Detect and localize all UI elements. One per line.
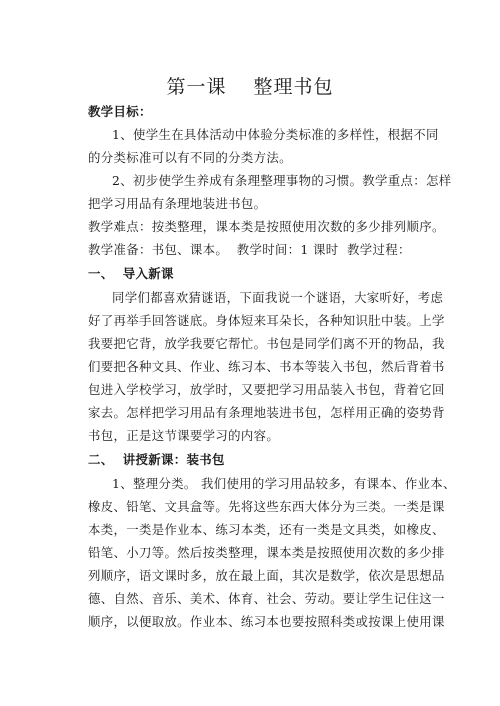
paragraph-line: 家去。怎样把学习用品有条理地装进书包，怎样用正确的姿势背: [88, 405, 445, 420]
paragraph-line: 橡皮、铅笔、文具盒等。先将这些东西大体分为三类。一类是课: [88, 499, 445, 514]
paragraph-line: 1、整理分类。 我们使用的学习用品较多，有课本、作业本、: [112, 476, 456, 491]
paragraph-line: 顺序，以便取放。作业本、练习本也要按照科类或按课上使用课: [88, 614, 445, 629]
paragraph-line: 教学准备：书包、课本。 教学时间：1 课时 教学过程：: [88, 242, 411, 257]
section-heading-objectives: 教学目标：: [88, 104, 152, 119]
paragraph-line: 把学习用品有条理地装进书包。: [88, 196, 267, 211]
paragraph-line: 2、初步使学生养成有条理整理事物的习惯。教学重点：怎样: [112, 173, 452, 188]
paragraph-line: 德、自然、音乐、美术、体育、社会、劳动。要让学生记住这一: [88, 591, 445, 606]
paragraph-line: 教学难点：按类整理，课本类是按照使用次数的多少排列顺序。: [88, 219, 445, 234]
paragraph-line: 铅笔、小刀等。然后按类整理，课本类是按照使用次数的多少排: [88, 545, 445, 560]
document-title: 第一课 整理书包: [166, 76, 334, 98]
paragraph-line: 好了再举手回答谜底。身体短来耳朵长，各种知识肚中装。上学: [88, 313, 445, 328]
paragraph-line: 包进入学校学习，放学时，又要把学习用品装入书包，背着它回: [88, 382, 445, 397]
paragraph-line: 的分类标准可以有不同的分类方法。: [88, 150, 292, 165]
paragraph-line: 们要把各种文具、作业、练习本、书本等装入书包，然后背着书: [88, 359, 445, 374]
paragraph-line: 本类，一类是作业本、练习本类，还有一类是文具类，如橡皮、: [88, 522, 445, 537]
paragraph-line: 同学们都喜欢猜谜语，下面我说一个谜语，大家听好，考虑: [112, 290, 444, 305]
section-heading-new-lesson: 二、 讲授新课：装书包: [88, 452, 225, 467]
paragraph-line: 我要把它背，放学我要它帮忙。书包是同学们离不开的物品，我: [88, 336, 445, 351]
section-heading-intro: 一、 导入新课: [88, 266, 174, 281]
paragraph-line: 1、使学生在具体活动中体验分类标准的多样性，根据不同: [112, 127, 439, 142]
paragraph-line: 书包，正是这节课要学习的内容。: [88, 428, 280, 443]
paragraph-line: 列顺序，语文课时多，放在最上面，其次是数学，依次是思想品: [88, 568, 445, 583]
